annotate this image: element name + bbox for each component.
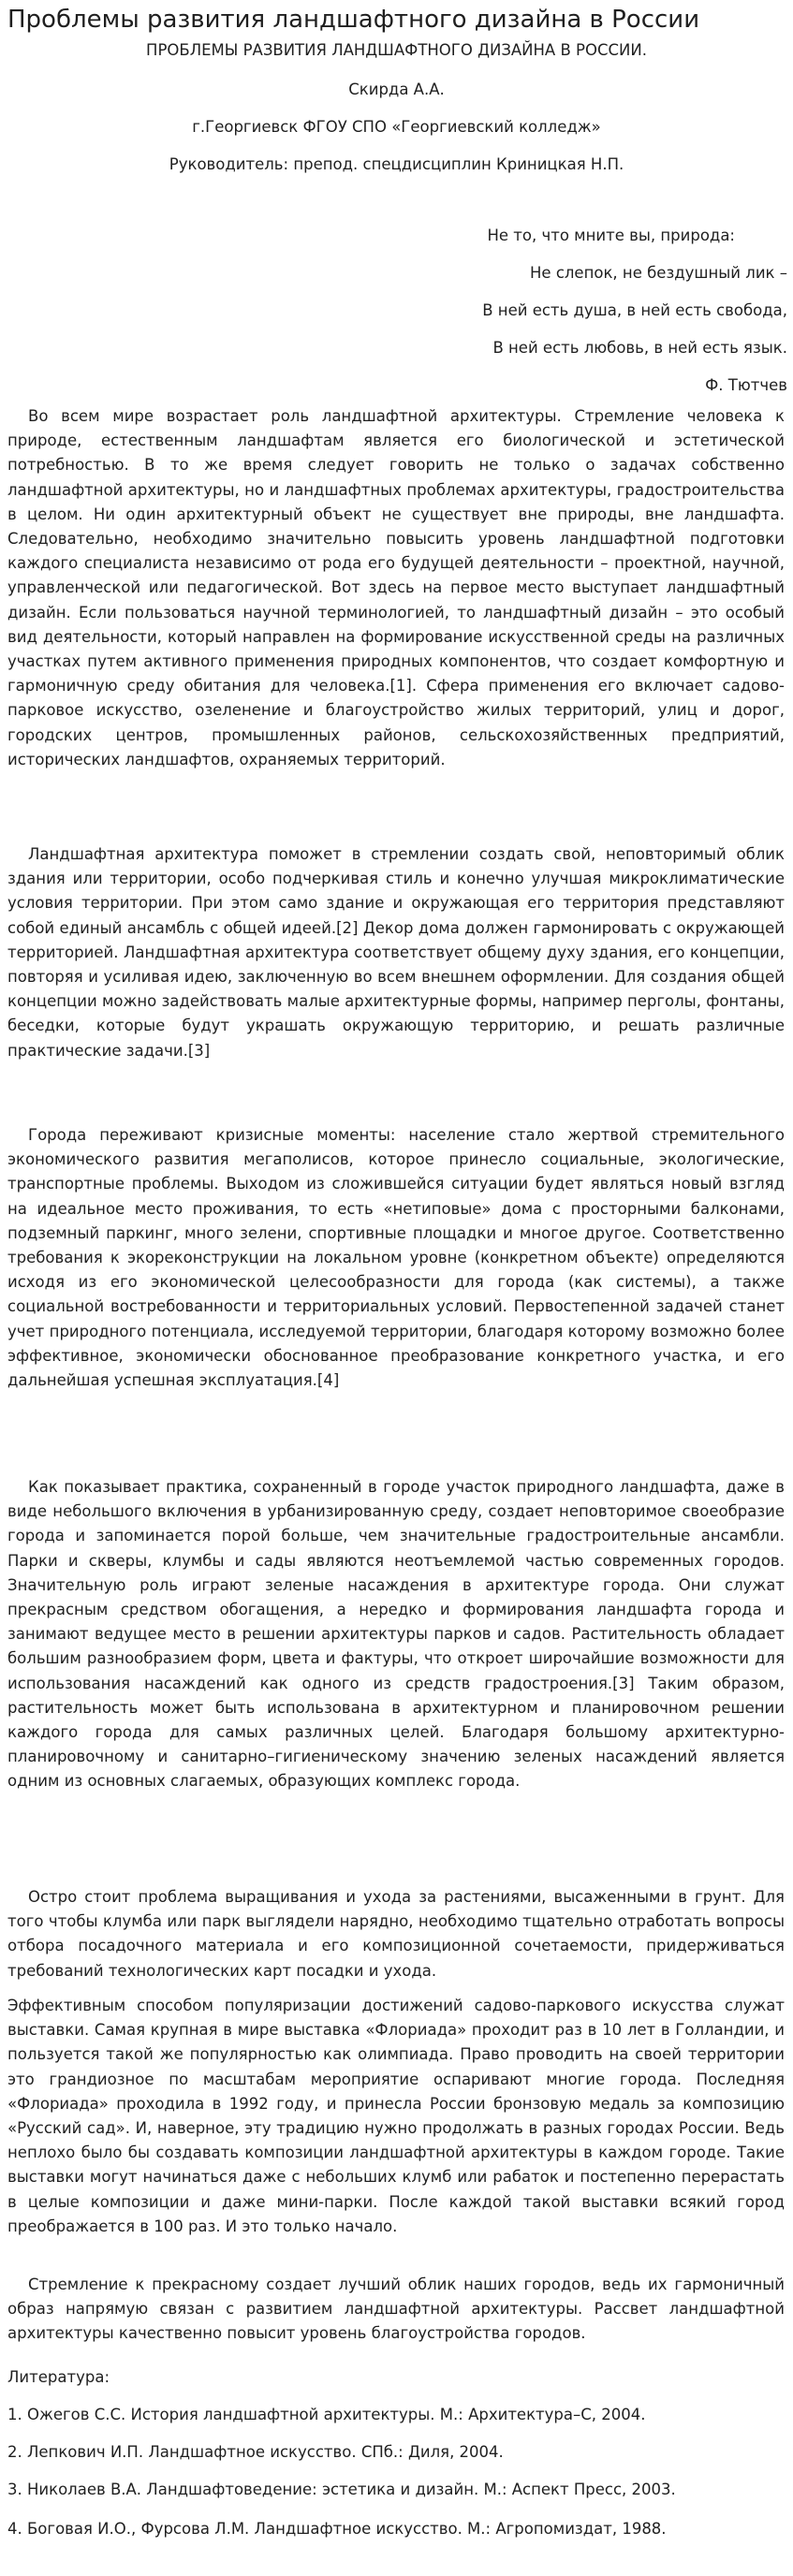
page-title: Проблемы развития ландшафтного дизайна в России xyxy=(7,6,700,34)
paragraph-conclusion: Стремление к прекрасному создает лучший облик наших городов, ведь их гармоничный образ напрямую связан с развитием ландшафтной архитектуры. Рассвет ландшафтной архитектуры качественно повысит уровень благоустройства городов. xyxy=(7,2276,785,2343)
epigraph-line: В ней есть душа, в ней есть свобода, xyxy=(482,301,787,319)
epigraph-line: Не то, что мните вы, природа: xyxy=(487,227,735,244)
paragraph-exhibitions: Эффективным способом популяризации достижений садово-паркового искусства служат выставки. Самая крупная в мире выставка «Флориада» проходит раз в 10 лет в Голландии, и пользуется такой же популярностью как олимпиада. Право проводить на своей территории это грандиозное по масштабам мероприятие оспаривают многие города. Последняя «Флориада» проходила в 1992 году, и принесла России бронзовую медаль за композицию «Русский сад». И, наверное, эту традицию нужно продолжать в разных городах России. Ведь неплохо было бы создавать композиции ландшафтной архитектуры в каждом городе. Такие выставки могут начинаться даже с небольших клумб или рабаток и постепенно перерастать в целые композиции и даже мини-парки. После каждой такой выставки всякий город преображается в 100 раз. И это только начало. xyxy=(7,1997,785,2235)
article-author: Скирда А.А. xyxy=(348,80,445,98)
literature-item: 2. Лепкович И.П. Ландшафтное искусство. СПб.: Диля, 2004. xyxy=(7,2443,504,2461)
article-title: ПРОБЛЕМЫ РАЗВИТИЯ ЛАНДШАФТНОГО ДИЗАЙНА В РОССИИ. xyxy=(146,41,647,59)
paragraph-landscape-architecture: Ландшафтная архитектура поможет в стремлении создать свой, неповторимый облик здания или территории, особо подчеркивая стиль и конечно улучшая микроклиматические условия территории. При этом само здание и окружающая его территория представляют собой единый ансамбль с общей идеей.[2] Декор дома должен гармонировать с окружающей территорией. Ландшафтная архитектура соответствует общему духу здания, его концепции, повторяя и усиливая идею, заключенную во всем внешнем оформлении. Для создания общей концепции можно задействовать малые архитектурные формы, например перголы, фонтаны, беседки, которые будут украшать окружающую территорию, и решать различные практические задачи.[3] xyxy=(7,845,785,1060)
paragraph-cities: Города переживают кризисные моменты: население стало жертвой стремительного экономического развития мегаполисов, которое принесло социальные, экологические, транспортные проблемы. Выходом из сложившейся ситуации будет являться новый взгляд на идеальное место проживания, то есть «нетиповые» дома с просторными балконами, подземный паркинг, много зелени, спортивные площадки и многое другое. Соответственно требования к экореконструкции на локальном уровне (конкретном объекте) определяются исходя из его экономической целесообразности для города (как системы), а также социальной востребованности и территориальных условий. Первостепенной задачей станет учет природного потенциала, исследуемой территории, благодаря которому возможно более эффективное, экономически обоснованное преобразование конкретного участка, и его дальнейшая успешная эксплуатация.[4] xyxy=(7,1126,785,1390)
literature-item: 1. Ожегов С.С. История ландшафтной архитектуры. М.: Архитектура–С, 2004. xyxy=(7,2406,646,2423)
epigraph-author: Ф. Тютчев xyxy=(705,376,787,394)
literature-item: 4. Боговая И.О., Фурсова Л.М. Ландшафтное искусство. М.: Агропомиздат, 1988. xyxy=(7,2520,667,2538)
epigraph-line: В ней есть любовь, в ней есть язык. xyxy=(492,339,787,357)
article-affiliation: г.Георгиевск ФГОУ СПО «Георгиевский колледж» xyxy=(192,118,601,136)
paragraph-intro: Во всем мире возрастает роль ландшафтной архитектуры. Стремление человека к природе, естественным ландшафтам является его биологической и эстетической потребностью. В то же время следует говорить не только о задачах собственно ландшафтной архитектуры, но и ландшафтных проблемах архитектуры, градостроительства в целом. Ни один архитектурный объект не существует вне природы, вне ландшафта. Следовательно, необходимо значительно повысить уровень ландшафтной подготовки каждого специалиста независимо от рода его будущей деятельности – проектной, научной, управленческой или педагогической. Вот здесь на первое место выступает ландшафтный дизайн. Если пользоваться научной терминологией, то ландшафтный дизайн – это особый вид деятельности, который направлен на формирование искусственной среды на различных участках путем активного применения природных компонентов, что создает комфортную и гармоничную среду обитания для человека.[1]. Сфера применения его включает садово-парковое искусство, озеленение и благоустройство жилых территорий, улиц и дорог, городских центров, промышленных районов, сельскохозяйственных предприятий, исторических ландшафтов, охраняемых территорий. xyxy=(7,407,785,768)
literature-heading: Литература: xyxy=(7,2368,110,2386)
paragraph-practice: Как показывает практика, сохраненный в городе участок природного ландшафта, даже в виде небольшого включения в урбанизированную среду, создает неповторимое своеобразие города и запоминается порой больше, чем значительные градостроительные ансамбли. Парки и скверы, клумбы и сады являются неотъемлемой частью современных городов. Значительную роль играют зеленые насаждения в архитектуре города. Они служат прекрасным средством обогащения, а нередко и формирования ландшафта города и занимают ведущее место в решении архитектуры парков и садов. Растительность обладает большим разнообразием форм, цвета и фактуры, что откроет широчайшие возможности для использования насаждений как одного из средств градостроения.[3] Таким образом, растительность может быть использована в архитектурном и планировочном решении каждого города для самых различных целей. Благодаря большому архитектурно-планировочному и санитарно–гигиеническому значению зеленых насаждений является одним из основных слагаемых, образующих комплекс города. xyxy=(7,1478,785,1791)
paragraph-plant-care: Остро стоит проблема выращивания и ухода за растениями, высаженными в грунт. Для того чтобы клумба или парк выглядели нарядно, необходимо тщательно отработать вопросы отбора посадочного материала и его композиционной сочетаемости, придерживаться требований технологических карт посадки и ухода. xyxy=(7,1888,785,1980)
literature-item: 3. Николаев В.А. Ландшафтоведение: эстетика и дизайн. М.: Аспект Пресс, 2003. xyxy=(7,2481,676,2498)
epigraph-line: Не слепок, не бездушный лик – xyxy=(530,264,787,282)
article-supervisor: Руководитель: препод. спецдисциплин Криницкая Н.П. xyxy=(169,155,624,173)
